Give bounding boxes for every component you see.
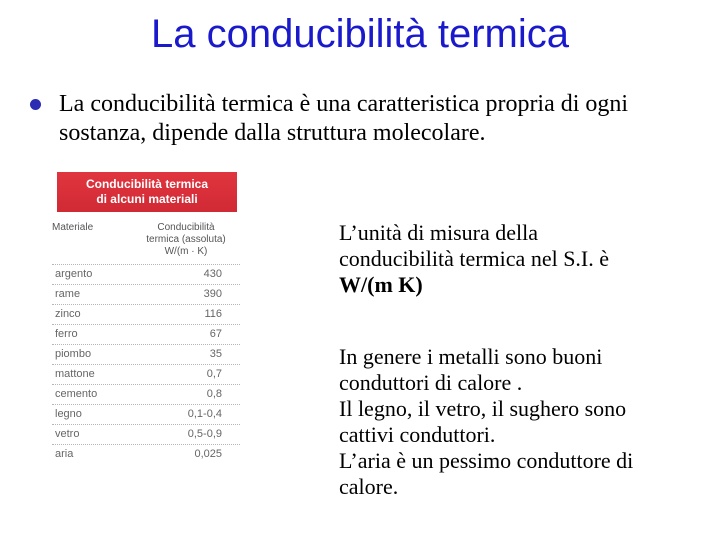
unit-line: L’unità di misura della xyxy=(339,220,538,245)
table-row xyxy=(52,424,240,444)
column-header-line1: Conducibilità xyxy=(157,222,215,233)
value-cell: 0,5-0,9 xyxy=(187,428,222,440)
column-header-line3: W/(m · K) xyxy=(164,246,208,257)
conductivity-table xyxy=(52,172,240,460)
table-row xyxy=(52,284,240,304)
material-cell: rame xyxy=(55,288,81,300)
material-cell: zinco xyxy=(55,308,81,320)
value-cell: 35 xyxy=(209,348,222,360)
value-cell: 0,1-0,4 xyxy=(187,408,222,420)
conductors-paragraph xyxy=(339,344,699,500)
table-row xyxy=(52,344,240,364)
value-cell: 0,8 xyxy=(206,388,222,400)
table-row xyxy=(52,364,240,384)
column-header-conductivity xyxy=(132,222,240,258)
material-cell: argento xyxy=(55,268,93,280)
table-heading-line1: Conducibilità termica xyxy=(85,177,209,191)
conductors-line: Il legno, il vetro, il sughero sono xyxy=(339,396,627,421)
value-cell: 430 xyxy=(203,268,222,280)
unit-line: conducibilità termica nel S.I. è xyxy=(339,246,610,271)
column-header-line2: termica (assoluta) xyxy=(146,234,226,245)
value-cell: 390 xyxy=(203,288,222,300)
table-body xyxy=(52,264,240,464)
material-cell: vetro xyxy=(55,428,80,440)
unit-paragraph xyxy=(339,220,699,298)
conductors-line: L’aria è un pessimo conduttore di xyxy=(339,448,634,473)
table-heading-line2: di alcuni materiali xyxy=(96,192,198,206)
material-cell: legno xyxy=(55,408,82,420)
table-row xyxy=(52,384,240,404)
table-row xyxy=(52,404,240,424)
conductors-line: conduttori di calore . xyxy=(339,370,523,395)
table-row xyxy=(52,444,240,464)
conductors-line: calore. xyxy=(339,474,399,499)
material-cell: aria xyxy=(55,448,74,460)
bullet-text: La conducibilità termica è una caratteristica propria di ogni sostanza, dipende dalla struttura molecolare. xyxy=(59,91,629,146)
value-cell: 0,025 xyxy=(194,448,222,460)
conductors-line: In genere i metalli sono buoni xyxy=(339,344,603,369)
bullet-icon xyxy=(30,99,41,110)
value-cell: 67 xyxy=(209,328,222,340)
unit-formula: W/(m K) xyxy=(339,272,423,297)
table-heading xyxy=(57,172,237,212)
value-cell: 0,7 xyxy=(206,368,222,380)
material-cell: mattone xyxy=(55,368,95,380)
table-row xyxy=(52,264,240,284)
material-cell: ferro xyxy=(55,328,78,340)
column-header-material: Materiale xyxy=(52,222,94,233)
conductors-line: cattivi conduttori. xyxy=(339,422,496,447)
slide-title: La conducibilità termica xyxy=(151,12,569,56)
table-row xyxy=(52,304,240,324)
value-cell: 116 xyxy=(204,308,222,320)
material-cell: cemento xyxy=(55,388,98,400)
material-cell: piombo xyxy=(55,348,92,360)
table-row xyxy=(52,324,240,344)
